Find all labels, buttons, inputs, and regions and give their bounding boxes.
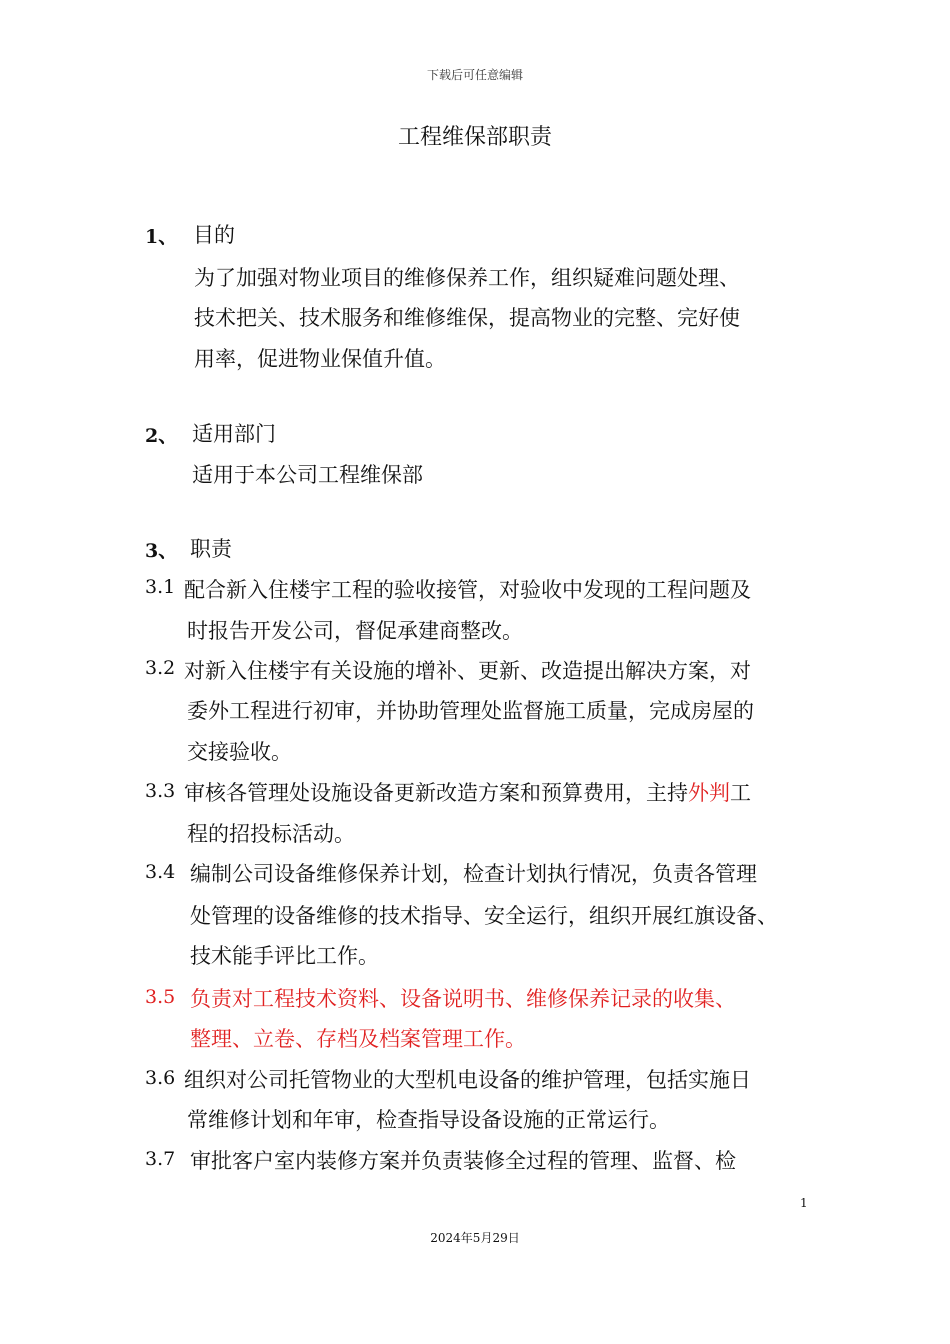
section-1-line-2: 技术把关、技术服务和维修维保，提高物业的完整、完好使 (194, 306, 740, 330)
document-title: 工程维保部职责 (397, 125, 552, 150)
item-3-2-line-3: 交接验收。 (187, 740, 292, 764)
item-3-5-line-2: 整理、立卷、存档及档案管理工作。 (190, 1027, 526, 1051)
section-3-number: 3、 (145, 540, 178, 562)
item-3-6-number: 3.6 (145, 1067, 176, 1089)
item-3-4-number: 3.4 (145, 861, 176, 883)
item-3-3-line-1 (184, 777, 751, 807)
item-3-1-line-2: 时报告开发公司，督促承建商整改。 (187, 619, 523, 643)
page-number: 1 (800, 1196, 808, 1210)
item-3-4-line-2: 处管理的设备维修的技术指导、安全运行，组织开展红旗设备、 (190, 904, 778, 928)
item-3-2-line-1: 对新入住楼宇有关设施的增补、更新、改造提出解决方案，对 (184, 659, 751, 683)
section-1-heading: 目的 (193, 223, 235, 247)
item-3-3-highlight: 外判 (688, 781, 730, 805)
section-2-heading: 适用部门 (192, 422, 276, 446)
section-1-line-3: 用率，促进物业保值升值。 (194, 347, 446, 371)
item-3-1-number: 3.1 (145, 576, 176, 598)
section-3-heading: 职责 (190, 537, 232, 561)
item-3-3-text-a: 审核各管理处设施设备更新改造方案和预算费用，主持 (184, 781, 688, 805)
item-3-4-line-3: 技术能手评比工作。 (190, 944, 379, 968)
item-3-2-line-2: 委外工程进行初审，并协助管理处监督施工质量，完成房屋的 (187, 699, 754, 723)
item-3-3-line-2: 程的招投标活动。 (187, 822, 355, 846)
item-3-7-number: 3.7 (145, 1148, 176, 1170)
page-header: 下载后可任意编辑 (426, 68, 523, 82)
item-3-2-number: 3.2 (145, 657, 176, 679)
item-3-5-number: 3.5 (145, 986, 176, 1008)
item-3-6-line-1: 组织对公司托管物业的大型机电设备的维护管理，包括实施日 (184, 1068, 751, 1092)
item-3-3-number: 3.3 (145, 780, 176, 802)
section-2-number: 2、 (145, 425, 178, 447)
section-1-line-1: 为了加强对物业项目的维修保养工作，组织疑难问题处理、 (194, 266, 740, 290)
item-3-1-line-1: 配合新入住楼宇工程的验收接管，对验收中发现的工程问题及 (184, 578, 751, 602)
section-1-number: 1、 (145, 226, 178, 248)
item-3-3-text-b: 工 (730, 781, 751, 805)
footer-date: 2024年5月29日 (430, 1231, 520, 1245)
item-3-5-line-1: 负责对工程技术资料、设备说明书、维修保养记录的收集、 (190, 987, 736, 1011)
item-3-7-line-1: 审批客户室内装修方案并负责装修全过程的管理、监督、检 (190, 1149, 736, 1173)
item-3-6-line-2: 常维修计划和年审，检查指导设备设施的正常运行。 (187, 1108, 670, 1132)
section-2-line-1: 适用于本公司工程维保部 (192, 463, 423, 487)
item-3-4-line-1: 编制公司设备维修保养计划，检查计划执行情况，负责各管理 (190, 862, 757, 886)
